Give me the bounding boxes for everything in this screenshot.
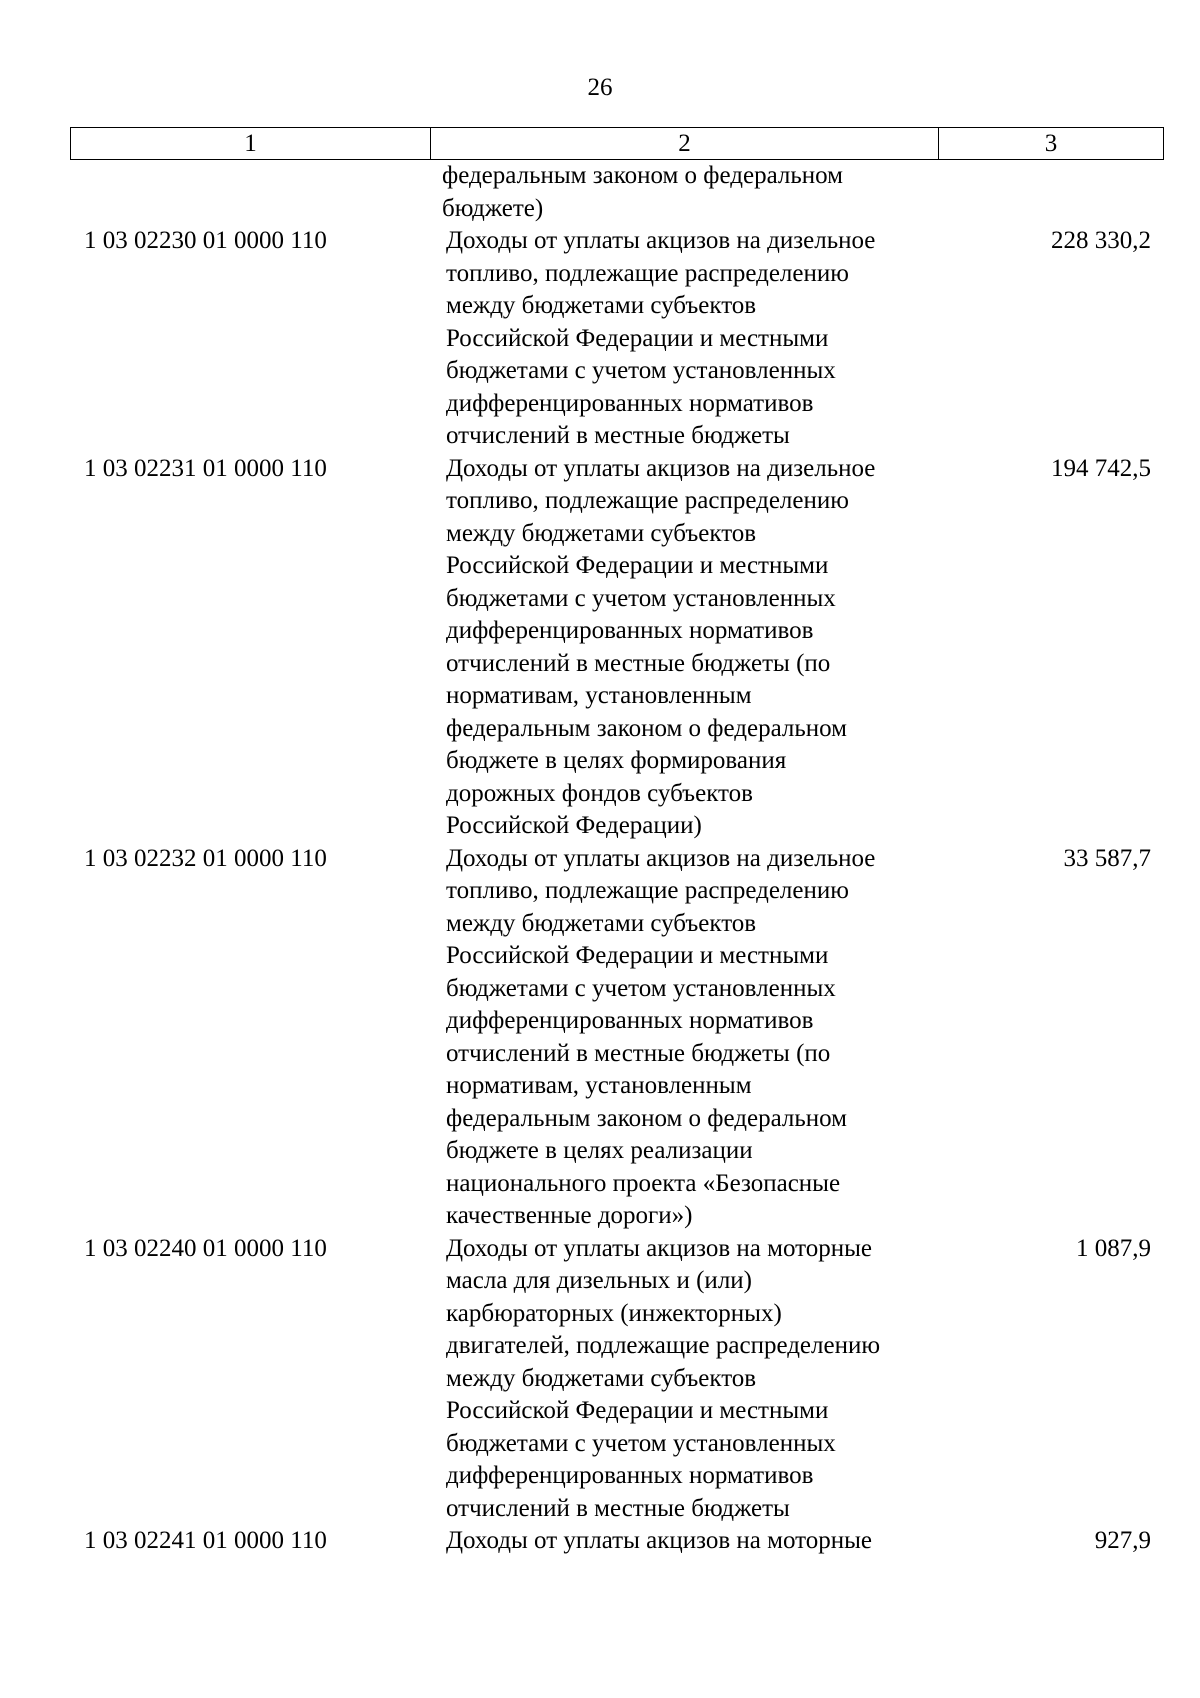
description-line: дифференцированных нормативов xyxy=(446,617,814,644)
description-line: топливо, подлежащие распределению xyxy=(446,487,849,514)
description-line: бюджетами с учетом установленных xyxy=(446,974,836,1002)
description-line: Российской Федерации и местными xyxy=(446,1397,829,1424)
description-line: бюджете в целях формирования xyxy=(446,747,787,774)
description-line: Российской Федерации и местными xyxy=(446,942,829,969)
column-header-1: 1 xyxy=(71,128,431,160)
column-header-3: 3 xyxy=(939,128,1164,160)
description-line: Доходы от уплаты акцизов на дизельное xyxy=(446,227,876,254)
description-line: Доходы от уплаты акцизов на моторные xyxy=(446,1234,873,1262)
description-line: дифференцированных нормативов xyxy=(446,1462,814,1489)
row-code: 1 03 02230 01 0000 110 xyxy=(84,227,327,254)
row-description xyxy=(430,843,938,1233)
row-amount: 1 087,9 xyxy=(1076,1234,1151,1262)
description-line: качественные дороги») xyxy=(446,1202,693,1229)
description-line: между бюджетами субъектов xyxy=(446,519,757,547)
row-amount-cell xyxy=(938,160,1163,225)
row-code: 1 03 02240 01 0000 110 xyxy=(84,1234,327,1262)
description-line: Доходы от уплаты акцизов на моторные xyxy=(446,1527,873,1554)
description-line: отчислений в местные бюджеты (по xyxy=(446,1039,831,1067)
row-amount: 194 742,5 xyxy=(1051,454,1151,482)
description-line: бюджетами с учетом установленных xyxy=(446,357,836,384)
table-row-continuation xyxy=(70,160,1163,225)
description-line: карбюраторных (инжекторных) xyxy=(446,1299,782,1327)
description-line: отчислений в местные бюджеты xyxy=(446,1494,790,1522)
table-row xyxy=(70,1233,1163,1526)
description-line: национального проекта «Безопасные xyxy=(446,1169,841,1197)
row-description xyxy=(430,1525,938,1558)
row-amount: 927,9 xyxy=(1094,1527,1151,1554)
row-amount: 228 330,2 xyxy=(1051,227,1151,254)
description-line: федеральным законом о федеральном xyxy=(446,714,847,742)
description-line: топливо, подлежащие распределению xyxy=(446,877,849,904)
description-line: бюджете в целях реализации xyxy=(446,1137,753,1164)
table-header-row xyxy=(71,128,1164,160)
description-line: дифференцированных нормативов xyxy=(446,389,814,417)
row-description xyxy=(430,453,938,843)
description-line: двигателей, подлежащие распределению xyxy=(446,1332,881,1359)
row-description xyxy=(430,160,938,225)
description-line: между бюджетами субъектов xyxy=(446,909,757,937)
table-row xyxy=(70,453,1163,843)
table-row xyxy=(70,1525,1163,1558)
description-line: отчислений в местные бюджеты (по xyxy=(446,649,831,677)
description-line: бюджетами с учетом установленных xyxy=(446,584,836,612)
row-description xyxy=(430,1233,938,1526)
description-line: Доходы от уплаты акцизов на дизельное xyxy=(446,454,876,482)
revenue-table xyxy=(70,160,1163,1558)
description-line: между бюджетами субъектов xyxy=(446,1364,757,1392)
description-line: федеральным законом о федеральном xyxy=(442,162,843,189)
description-line: бюджетами с учетом установленных xyxy=(446,1429,836,1457)
description-line: Российской Федерации) xyxy=(446,812,702,839)
table-header xyxy=(70,127,1164,160)
description-line: дифференцированных нормативов xyxy=(446,1007,814,1034)
description-line: Российской Федерации и местными xyxy=(446,552,829,579)
row-code: 1 03 02231 01 0000 110 xyxy=(84,454,327,482)
description-line: нормативам, установленным xyxy=(446,682,752,709)
row-code: 1 03 02241 01 0000 110 xyxy=(84,1527,327,1554)
description-line: отчислений в местные бюджеты xyxy=(446,422,790,449)
description-line: Доходы от уплаты акцизов на дизельное xyxy=(446,844,876,872)
row-code-cell xyxy=(70,160,430,225)
row-code: 1 03 02232 01 0000 110 xyxy=(84,844,327,872)
table-row xyxy=(70,843,1163,1233)
description-line: нормативам, установленным xyxy=(446,1072,752,1099)
description-line: бюджете) xyxy=(442,194,544,222)
description-line: дорожных фондов субъектов xyxy=(446,779,753,807)
description-line: между бюджетами субъектов xyxy=(446,292,757,319)
description-line: масла для дизельных и (или) xyxy=(446,1267,752,1294)
page-number: 26 xyxy=(587,74,613,101)
description-line: Российской Федерации и местными xyxy=(446,324,829,352)
description-line: топливо, подлежащие распределению xyxy=(446,259,849,287)
column-header-2: 2 xyxy=(431,128,939,160)
table-row xyxy=(70,225,1163,453)
description-line: федеральным законом о федеральном xyxy=(446,1104,847,1132)
row-description xyxy=(430,225,938,453)
row-amount: 33 587,7 xyxy=(1063,844,1151,872)
